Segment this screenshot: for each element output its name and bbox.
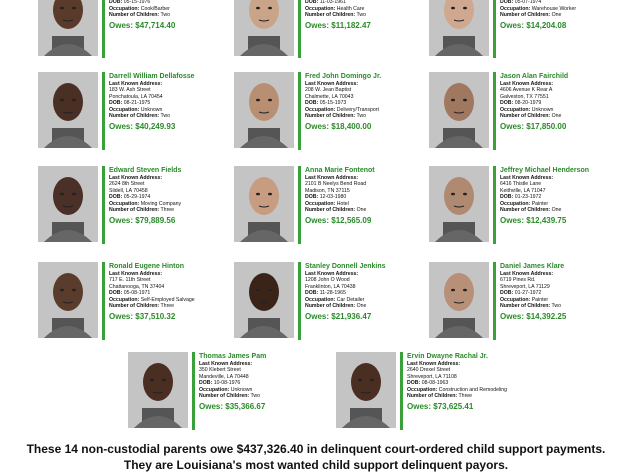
payor-card: [38, 0, 228, 58]
dob-label: DOB:: [500, 194, 514, 201]
owes-line: [305, 20, 422, 32]
dob-value: 08-20-1979: [514, 100, 542, 107]
payor-name: Anna Marie Fontenot: [305, 167, 375, 174]
owes-line: [305, 311, 422, 323]
children-label: Number of Children:: [109, 12, 160, 19]
payor-card: [429, 166, 619, 244]
owes-amount: $17,850.00: [526, 122, 567, 132]
dob-label: DOB:: [500, 0, 514, 6]
children-label: Number of Children:: [500, 113, 551, 120]
owes-amount: $11,182.47: [331, 21, 371, 31]
occupation-label: Occupation:: [109, 200, 140, 207]
address-line-1: 2624 8th Street: [109, 181, 145, 188]
address-line-2: Franklinton, LA 70438: [305, 283, 356, 290]
owes-amount: $14,204.08: [526, 21, 567, 31]
owes-amount: $12,439.75: [526, 216, 567, 226]
children-value: Three: [458, 393, 473, 400]
owes-label: Owes:: [305, 312, 330, 322]
owes-label: Owes:: [305, 122, 330, 132]
mugshot-photo: [38, 166, 98, 242]
owes-amount: $79,889.56: [135, 216, 176, 226]
address-label: Last Known Address:: [305, 271, 359, 277]
address-line-2: Galveston, TX 77551: [500, 93, 549, 100]
mugshot-photo: [234, 0, 294, 56]
payor-info: [493, 166, 617, 244]
payor-info: [298, 262, 422, 340]
occupation-label: Occupation:: [407, 386, 438, 393]
dob-value: 01-23-1972: [514, 194, 542, 201]
address-line-2: Slidell, LA 70458: [109, 187, 148, 194]
address-label: Last Known Address:: [305, 175, 359, 181]
children-line: [109, 303, 226, 309]
footer-line-1: These 14 non-custodial parents owe $437,326.40 in delinquent court-ordered child support payments.: [26, 442, 606, 456]
address-label: Last Known Address:: [407, 361, 461, 367]
payor-info: [102, 72, 226, 150]
owes-label: Owes:: [500, 216, 525, 226]
dob-label: DOB:: [305, 290, 319, 297]
payor-name: Thomas James Pam: [199, 353, 267, 360]
mugshot-photo: [38, 262, 98, 338]
owes-amount: $40,249.93: [135, 122, 176, 132]
payor-card: [38, 72, 228, 150]
children-label: Number of Children:: [407, 393, 458, 400]
children-label: Number of Children:: [500, 207, 551, 214]
address-label: Last Known Address:: [500, 81, 554, 87]
children-line: [305, 12, 422, 18]
children-line: [199, 393, 316, 399]
dob-value: 08-08-1963: [421, 380, 449, 387]
owes-line: [305, 121, 422, 133]
children-line: [109, 12, 226, 18]
children-line: [500, 207, 617, 213]
owes-label: Owes:: [109, 312, 134, 322]
children-label: Number of Children:: [305, 12, 356, 19]
mugshot-photo: [429, 166, 489, 242]
occupation-value: Painter: [531, 200, 549, 207]
children-label: Number of Children:: [500, 12, 551, 19]
payor-card: [234, 0, 424, 58]
dob-label: DOB:: [500, 290, 514, 297]
payor-info: [102, 262, 226, 340]
payor-card: [128, 352, 318, 430]
children-value: One: [551, 12, 562, 19]
address-line-2: Mandeville, LA 70448: [199, 373, 249, 380]
dob-label: DOB:: [500, 100, 514, 107]
children-value: Three: [160, 207, 175, 214]
address-label: Last Known Address:: [500, 271, 554, 277]
payor-info: [298, 0, 422, 58]
mugshot-photo: [234, 166, 294, 242]
payor-card: [234, 166, 424, 244]
mugshot-photo: [336, 352, 396, 428]
dob-label: DOB:: [305, 0, 319, 6]
occupation-label: Occupation:: [305, 106, 336, 113]
payor-name: Jeffrey Michael Henderson: [500, 167, 590, 174]
address-line-1: 4606 Avenue K Rear A: [500, 87, 553, 94]
dob-value: 05-15-1973: [319, 100, 347, 107]
children-line: [407, 393, 524, 399]
payor-info: [192, 352, 316, 430]
occupation-value: Car Detailer: [336, 296, 365, 303]
owes-line: [500, 121, 617, 133]
owes-line: [305, 215, 422, 227]
owes-label: Owes:: [109, 216, 134, 226]
owes-label: Owes:: [407, 402, 432, 412]
children-label: Number of Children:: [109, 303, 160, 310]
payor-info: [298, 72, 422, 150]
children-label: Number of Children:: [305, 303, 356, 310]
payor-info: [298, 166, 422, 244]
children-value: Two: [160, 12, 171, 19]
owes-line: [500, 215, 617, 227]
dob-label: DOB:: [109, 100, 123, 107]
payor-name: Daniel James Klare: [500, 263, 565, 270]
address-line-2: Shreveport, LA 71108: [407, 373, 457, 380]
occupation-value: Health Care: [336, 5, 365, 12]
dob-label: DOB:: [305, 100, 319, 107]
occupation-label: Occupation:: [500, 106, 531, 113]
mugshot-photo: [38, 0, 98, 56]
children-line: [305, 207, 422, 213]
dob-label: DOB:: [407, 380, 421, 387]
owes-label: Owes:: [199, 402, 224, 412]
payor-name: Ervin Dwayne Rachal Jr.: [407, 353, 488, 360]
occupation-value: Moving Company: [140, 200, 182, 207]
occupation-label: Occupation:: [109, 5, 140, 12]
owes-label: Owes:: [109, 122, 134, 132]
payor-card: [38, 166, 228, 244]
owes-line: [500, 311, 617, 323]
payor-name: Darrell William Dellafosse: [109, 73, 195, 80]
payor-name: Edward Steven Fields: [109, 167, 182, 174]
address-line-1: 2640 Drexel Street: [407, 367, 451, 374]
owes-amount: $12,565.09: [331, 216, 372, 226]
payor-name: Fred John Domingo Jr.: [305, 73, 382, 80]
dob-label: DOB:: [109, 194, 123, 201]
occupation-value: Warehouse Worker: [531, 5, 577, 12]
children-label: Number of Children:: [109, 207, 160, 214]
owes-label: Owes:: [109, 21, 134, 31]
mugshot-photo: [128, 352, 188, 428]
children-line: [500, 12, 617, 18]
address-line-1: 2101 B Neelys Bend Road: [305, 181, 367, 188]
owes-label: Owes:: [305, 216, 330, 226]
children-label: Number of Children:: [305, 113, 356, 120]
owes-amount: $37,510.32: [135, 312, 176, 322]
children-label: Number of Children:: [199, 393, 250, 400]
owes-amount: $14,392.25: [526, 312, 567, 322]
dob-label: DOB:: [109, 290, 123, 297]
address-label: Last Known Address:: [199, 361, 253, 367]
payor-card: [234, 262, 424, 340]
dob-value: 11-28-1965: [319, 290, 346, 297]
occupation-value: Self-Employed Salvage: [140, 296, 195, 303]
address-line-2: Chattanooga, TN 37404: [109, 283, 165, 290]
children-line: [109, 207, 226, 213]
address-line-2: Madison, TN 37115: [305, 187, 350, 194]
owes-label: Owes:: [500, 21, 525, 31]
owes-line: [109, 311, 226, 323]
occupation-value: Unknown: [230, 386, 253, 393]
occupation-value: Cook/Barber: [140, 5, 170, 12]
address-line-1: 1208 John O Wood: [305, 277, 350, 284]
dob-value: 05-08-1971: [123, 290, 151, 297]
address-label: Last Known Address:: [109, 175, 163, 181]
children-value: Two: [356, 12, 367, 19]
address-line-1: 717 E. 11th Street: [109, 277, 151, 284]
owes-amount: $18,400.00: [331, 122, 372, 132]
address-label: Last Known Address:: [305, 81, 359, 87]
occupation-value: Painter: [531, 296, 549, 303]
payor-card: [429, 0, 619, 58]
dob-value: 05-15-1976: [123, 0, 151, 6]
children-value: Three: [160, 303, 175, 310]
children-label: Number of Children:: [305, 207, 356, 214]
payor-card: [429, 262, 619, 340]
children-value: Two: [356, 113, 367, 120]
children-line: [305, 113, 422, 119]
dob-label: DOB:: [109, 0, 123, 6]
mugshot-photo: [234, 262, 294, 338]
owes-line: [407, 401, 524, 413]
occupation-label: Occupation:: [500, 200, 531, 207]
mugshot-photo: [38, 72, 98, 148]
occupation-value: Unknown: [140, 106, 163, 113]
children-label: Number of Children:: [500, 303, 551, 310]
children-label: Number of Children:: [109, 113, 160, 120]
occupation-value: Delivery/Transport: [336, 106, 379, 113]
owes-label: Owes:: [305, 21, 330, 31]
owes-line: [109, 215, 226, 227]
address-label: Last Known Address:: [109, 271, 163, 277]
owes-amount: $47,714.40: [135, 21, 176, 31]
children-value: Two: [250, 393, 261, 400]
address-line-2: Shreveport, LA 71129: [500, 283, 550, 290]
dob-value: 01-27-1972: [514, 290, 542, 297]
dob-value: 08-21-1975: [123, 100, 151, 107]
payor-name: Jason Alan Fairchild: [500, 73, 569, 80]
occupation-label: Occupation:: [199, 386, 230, 393]
dob-value: 05-29-1974: [123, 194, 151, 201]
dob-value: 11-03-1961: [319, 0, 346, 6]
owes-amount: $35,366.67: [225, 402, 266, 412]
occupation-label: Occupation:: [500, 296, 531, 303]
children-value: Two: [551, 303, 562, 310]
address-label: Last Known Address:: [109, 81, 163, 87]
address-line-2: Keithville, LA 71047: [500, 187, 546, 194]
payor-info: [102, 0, 226, 58]
footer-line-2: They are Louisiana's most wanted child support delinquent payors.: [123, 458, 509, 472]
mugshot-photo: [429, 0, 489, 56]
payor-name: Ronald Eugene Hinton: [109, 263, 185, 270]
occupation-value: Construction and Remodeling: [438, 386, 508, 393]
dob-value: 10-08-1976: [213, 380, 241, 387]
occupation-label: Occupation:: [109, 106, 140, 113]
children-value: One: [551, 207, 562, 214]
mugshot-photo: [234, 72, 294, 148]
occupation-value: Hotel: [336, 200, 349, 207]
children-line: [500, 113, 617, 119]
owes-label: Owes:: [500, 312, 525, 322]
owes-line: [199, 401, 316, 413]
address-label: Last Known Address:: [500, 175, 554, 181]
children-line: [109, 113, 226, 119]
mugshot-photo: [429, 262, 489, 338]
owes-amount: $73,625.41: [433, 402, 474, 412]
dob-value: 12-03-1980: [319, 194, 347, 201]
occupation-label: Occupation:: [305, 5, 336, 12]
occupation-label: Occupation:: [500, 5, 531, 12]
children-value: One: [356, 207, 367, 214]
address-line-1: 183 W. Ash Street: [109, 87, 151, 94]
payor-name: Stanley Donnell Jenkins: [305, 263, 386, 270]
owes-line: [109, 20, 226, 32]
payor-info: [493, 72, 617, 150]
owes-line: [500, 20, 617, 32]
dob-label: DOB:: [305, 194, 319, 201]
address-line-1: 6719 Pines Rd.: [500, 277, 536, 284]
payor-card: [336, 352, 526, 430]
payor-card: [429, 72, 619, 150]
payor-info: [400, 352, 524, 430]
children-value: Two: [160, 113, 171, 120]
payor-info: [493, 0, 617, 58]
address-line-1: 350 Klebert Street: [199, 367, 241, 374]
dob-value: 05-07-1974: [514, 0, 542, 6]
owes-label: Owes:: [500, 122, 525, 132]
payor-info: [493, 262, 617, 340]
children-value: One: [356, 303, 367, 310]
children-line: [500, 303, 617, 309]
dob-label: DOB:: [199, 380, 213, 387]
payor-card: [38, 262, 228, 340]
children-line: [305, 303, 422, 309]
occupation-label: Occupation:: [109, 296, 140, 303]
address-line-1: 208 W. Jean Baptist: [305, 87, 352, 94]
owes-amount: $21,936.47: [331, 312, 372, 322]
mugshot-photo: [429, 72, 489, 148]
address-line-2: Ponchatoula, LA 70454: [109, 93, 163, 100]
occupation-label: Occupation:: [305, 200, 336, 207]
address-line-1: 6416 Thistle Lane: [500, 181, 542, 188]
children-value: One: [551, 113, 562, 120]
payor-info: [102, 166, 226, 244]
occupation-value: Unknown: [531, 106, 554, 113]
occupation-label: Occupation:: [305, 296, 336, 303]
owes-line: [109, 121, 226, 133]
payor-card: [234, 72, 424, 150]
address-line-2: Chalmette, LA 70043: [305, 93, 354, 100]
